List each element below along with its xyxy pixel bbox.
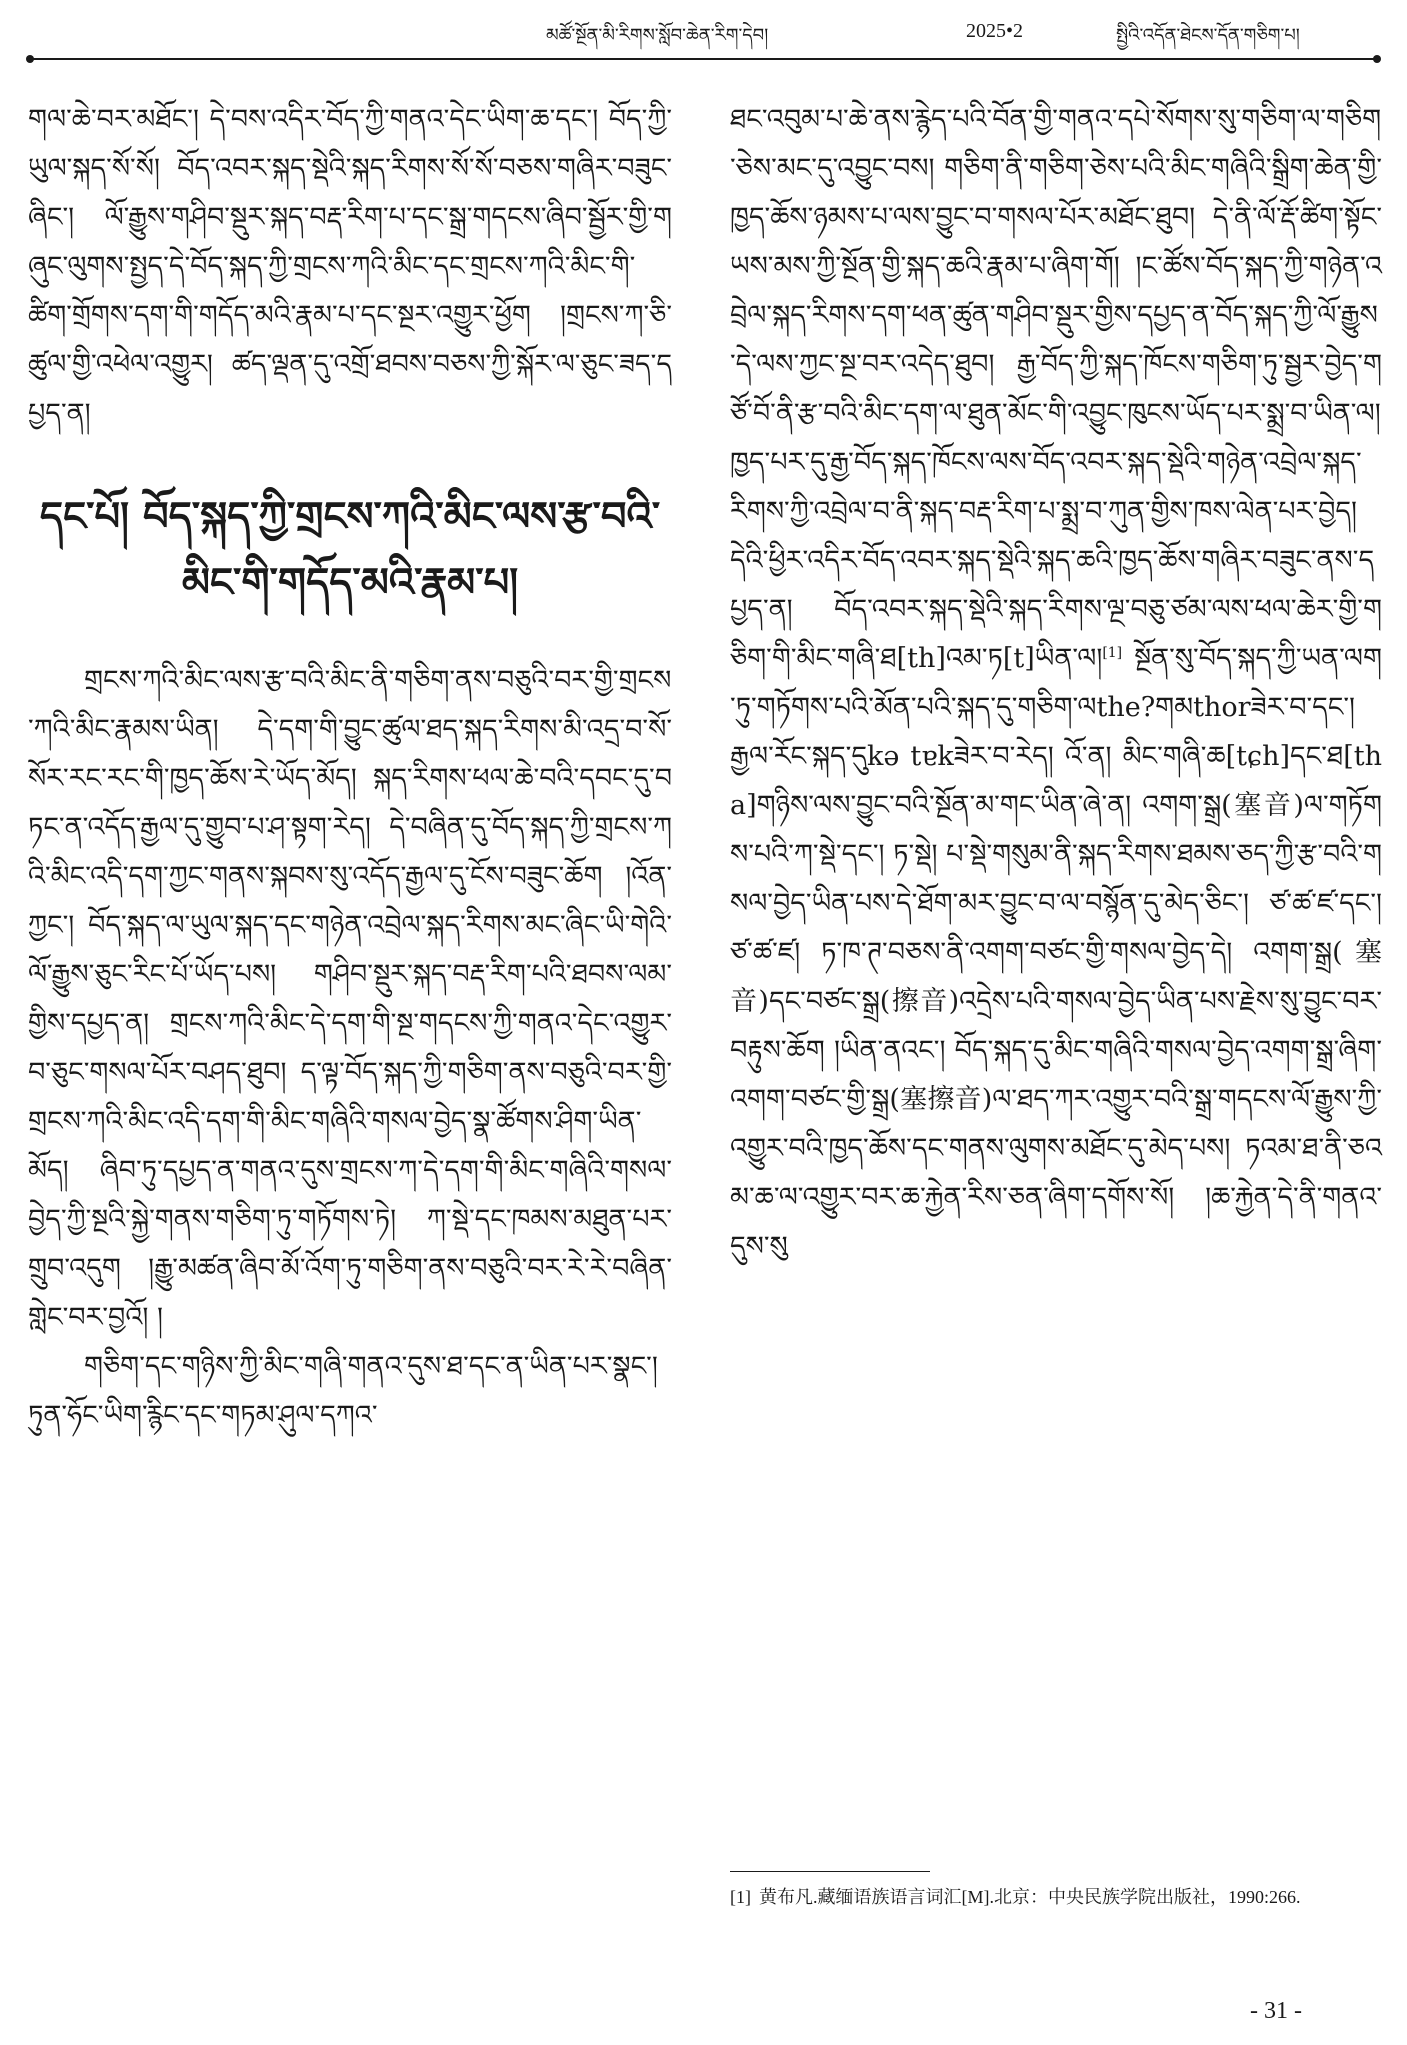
footnote-rule	[730, 1871, 930, 1872]
footnote-number: [1]	[730, 1887, 751, 1907]
rule-line	[30, 58, 1377, 60]
body-paragraph-1: གྲངས་ཀའི་མིང་ལས་རྩ་བའི་མིང་ནི་གཅིག་ནས་བཅུའི་བར་གྱི་གྲངས་ཀའི་མིང་རྣམས་ཡིན། དེ་དག་གི་བྱུང་ཚུལ་ཐད་སྐད་རིགས་མི་འདྲ་བ་སོ་སོར་རང་རང་གི་ཁྱད་ཆོས་རེ་ཡོད་མོད། སྐད་རིགས་ཕལ་ཆེ་བའི་དབང་དུ་བཏང་ན་འདོད་རྒྱལ་དུ་གྱུབ་པ་ཤ་སྟག་རེད། དེ་བཞིན་དུ་བོད་སྐད་ཀྱི་གྲངས་ཀའི་མིང་འདི་དག་ཀྱང་གནས་སྐབས་སུ་འདོད་རྒྱལ་དུ་ངོས་བཟུང་ཆོག །འོན་ཀྱང་། བོད་སྐད་ལ་ཡུལ་སྐད་དང་གཉེན་འབྲེལ་སྐད་རིགས་མང་ཞིང་ཡི་གེའི་ལོ་རྒྱུས་ཅུང་རིང་པོ་ཡོད་པས། གཤིབ་སྡུར་སྐད་བརྡ་རིག་པའི་ཐབས་ལམ་གྱིས་དཔྱད་ན། གྲངས་ཀའི་མིང་དེ་དག་གི་སྔ་གདངས་ཀྱི་གནའ་དེང་འགྱུར་བ་ཅུང་གསལ་པོར་བཤད་ཐུབ། ད་ལྟ་བོད་སྐད་ཀྱི་གཅིག་ནས་བཅུའི་བར་གྱི་གྲངས་ཀའི་མིང་འདི་དག་གི་མིང་གཞིའི་གསལ་བྱེད་སྣ་ཚོགས་ཤིག་ཡིན་མོད། ཞིབ་ཏུ་དཔྱད་ན་གནའ་དུས་གྲངས་ཀ་དེ་དག་གི་མིང་གཞིའི་གསལ་བྱེད་ཀྱི་སྔའི་སྐྱེ་གནས་གཅིག་ཏུ་གཏོགས་ཏེ། ཀ་སྡེ་དང་ཁམས་མཐུན་པར་གྲུབ་འདུག །རྒྱུ་མཚན་ཞིབ་མོ་འོག་ཏུ་གཅིག་ནས་བཅུའི་བར་རེ་རེ་བཞིན་གླེང་བར་བྱའོ། །	[28, 665, 672, 1333]
section-title: སྤྱིའི་འདོན་ཐེངས་དོན་གཅིག་པ།	[1116, 25, 1300, 46]
header-rule	[26, 54, 1381, 64]
running-header	[26, 14, 1381, 58]
page-number: - 31 -	[1250, 1998, 1302, 2024]
intro-paragraph: གལ་ཆེ་བར་མཐོང་། དེ་བས་འདིར་བོད་ཀྱི་གནའ་དེང་ཡིག་ཆ་དང་། བོད་ཀྱི་ཡུལ་སྐད་སོ་སོ། བོད་འབར་སྐད་སྡེའི་སྐད་རིགས་སོ་སོ་བཅས་གཞིར་བཟུང་ཞིང་། ལོ་རྒྱུས་གཤིབ་སྡུར་སྐད་བརྡ་རིག་པ་དང་སྒྲ་གདངས་ཞིབ་སྦྱོར་གྱི་གཞུང་ལུགས་སྤྱད་དེ་བོད་སྐད་ཀྱི་གྲངས་ཀའི་མིང་དང་གྲངས་ཀའི་མིང་གི་ཚིག་གྲོགས་དག་གི་གདོད་མའི་རྣམ་པ་དང་སྔར་འགྱུར་ཕྱོག །གྲངས་ཀ་ཅི་ཚུལ་གྱི་འཕེལ་འགྱུར། ཚད་ལྡན་དུ་འགྲོ་ཐབས་བཅས་ཀྱི་སྐོར་ལ་ཅུང་ཟད་དཔྱད་ན།	[28, 104, 672, 429]
footnote-reference[interactable]: [1]	[1102, 645, 1123, 661]
body-paragraph-2: གཅིག་དང་གཉིས་ཀྱི་མིང་གཞི་གནའ་དུས་ཐ་དང་ན་ཡིན་པར་སྣང་། ཏུན་ཧོང་ཡིག་རྙིང་དང་གཏམ་ཤུལ་དཀའ་	[28, 1351, 658, 1431]
rule-dot-right	[1373, 55, 1381, 63]
right-paragraph-part-2: སྔོན་སུ་བོད་སྐད་ཀྱི་ཡན་ལག་ཏུ་གཏོགས་པའི་མོན་པའི་སྐད་དུ་གཅིག་ལthe?གམthorཟེར་བ་དང་། རྒྱལ་རོང་སྐད་དུkə tɐkཟེར་བ་རེད། འོ་ན། མིང་གཞི་ཆ[tɕh]དང་ཐ[tha]གཉིས་ལས་བྱུང་བའི་སྔོན་མ་གང་ཡིན་ཞེ་ན། འགག་སྒྲ(塞音)ལ་གཏོགས་པའི་ཀ་སྡེ་དང་། ཏ་སྡེ། པ་སྡེ་གསུམ་ནི་སྐད་རིགས་ཐམས་ཅད་ཀྱི་རྩ་བའི་གསལ་བྱེད་ཡིན་པས་དེ་ཐོག་མར་བྱུང་བ་ལ་བསྙོན་དུ་མེད་ཅིང་། ཙ་ཚ་ཛ་དང་། ཙ་ཚ་ཛ། ཏ་ཁ་ཊ་བཅས་ནི་འགག་བཙང་གྱི་གསལ་བྱེད་དེ། འགག་སྒྲ(塞音)དང་བཙང་སྒྲ(擦音)འདྲེས་པའི་གསལ་བྱེད་ཡིན་པས་རྗེས་སུ་བྱུང་བར་བརྟུས་ཆོག །ཡིན་ནའང་། བོད་སྐད་དུ་མིང་གཞིའི་གསལ་བྱེད་འགག་སྒྲ་ཞིག་འགག་བཙང་གྱི་སྒྲ(塞擦音)ལ་ཐད་ཀར་འགྱུར་བའི་སྒྲ་གདངས་ལོ་རྒྱུས་ཀྱི་འགྱུར་བའི་ཁྱད་ཆོས་དང་གནས་ལུགས་མཐོང་དུ་མེད་པས། ཏའམ་ཐ་ནི་ཅའམ་ཆ་ལ་འགྱུར་བར་ཆ་རྐྱེན་རིས་ཅན་ཞིག་དགོས་སོ། །ཆ་རྐྱེན་དེ་ནི་གནའ་དུས་སུ	[730, 643, 1383, 1262]
right-paragraph	[730, 95, 1382, 1271]
issue-number: 2025•2	[966, 20, 1024, 42]
left-column	[28, 95, 672, 1440]
footnote	[730, 1880, 1382, 1914]
footnote-text: 黄布凡.藏缅语族语言词汇[M].北京：中央民族学院出版社，1990:266.	[759, 1887, 1301, 1907]
right-column	[730, 95, 1382, 1271]
right-paragraph-part-1: ཐང་འབུམ་པ་ཆེ་ནས་རྙེད་པའི་བོན་གྱི་གནའ་དཔེ་སོགས་སུ་གཅིག་ལ་གཅིག་ཅེས་མང་དུ་འབྱུང་བས། གཅིག་ནི་གཅིག་ཅེས་པའི་མིང་གཞིའི་སྒྲིག་ཆེན་གྱི་ཁྱད་ཆོས་ཉམས་པ་ལས་བྱུང་བ་གསལ་པོར་མཐོང་ཐུབ། དེ་ནི་ལོ་རྡོ་ཚིག་སྟོང་ཡས་མས་ཀྱི་སྔོན་གྱི་སྐད་ཆའི་རྣམ་པ་ཞིག་གོ། །ང་ཚོས་བོད་སྐད་ཀྱི་གཉེན་འབྲེལ་སྐད་རིགས་དག་ཕན་ཚུན་གཤིབ་སྡུར་གྱིས་དཔྱད་ན་བོད་སྐད་ཀྱི་ལོ་རྒྱུས་དེ་ལས་ཀྱང་སྔ་བར་འདེད་ཐུབ། རྒྱ་བོད་ཀྱི་སྐད་ཁོངས་གཅིག་ཏུ་སྦྱར་བྱེད་གཙོ་བོ་ནི་རྩ་བའི་མིང་དག་ལ་ཐུན་མོང་གི་འབྱུང་ཁུངས་ཡོད་པར་སྨྲ་བ་ཡིན་ལ། ཁྱད་པར་དུ་རྒྱ་བོད་སྐད་ཁོངས་ལས་བོད་འབར་སྐད་སྡེའི་གཉེན་འབྲེལ་སྐད་རིགས་ཀྱི་འབྲེལ་བ་ནི་སྐད་བརྡ་རིག་པ་སྨྲ་བ་ཀུན་གྱིས་ཁས་ལེན་པར་བྱེད། དེའི་ཕྱིར་འདིར་བོད་འབར་སྐད་སྡེའི་སྐད་ཆའི་ཁྱད་ཆོས་གཞིར་བཟུང་ནས་དཔྱད་ན། བོད་འབར་སྐད་སྡེའི་སྐད་རིགས་ལྔ་བཅུ་ཙམ་ལས་ཕལ་ཆེར་གྱི་གཅིག་གི་མིང་གཞི་ཐ[th]འམ་ཏ[t]ཡིན་ལ།	[730, 104, 1382, 674]
section-heading: དང་པོ། བོད་སྐད་ཀྱི་གྲངས་ཀའི་མིང་ལས་རྩ་བའི་མིང་གི་གདོད་མའི་རྣམ་པ།	[39, 493, 661, 606]
journal-title: མཚོ་སྔོན་མི་རིགས་སློབ་ཆེན་རིག་དེབ།	[546, 25, 769, 46]
